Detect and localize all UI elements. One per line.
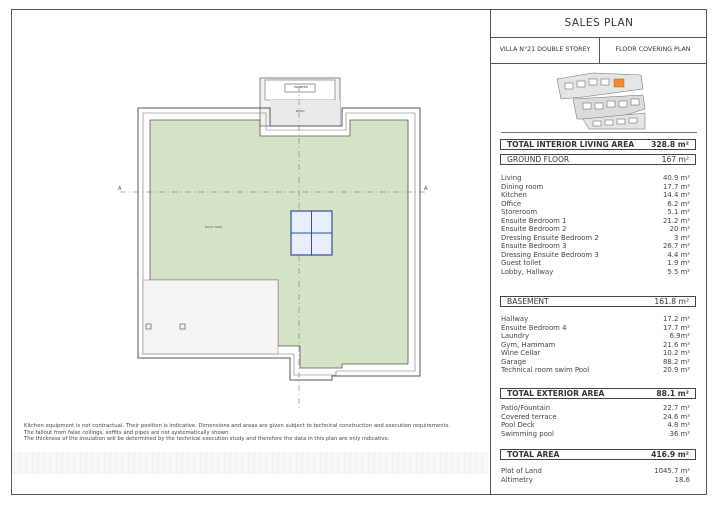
villa-label: VILLA N°21 DOUBLE STOREY: [491, 37, 600, 64]
exterior-room-list: [500, 404, 696, 438]
total-interior-value: 328.8 m²: [651, 140, 689, 149]
list-item: Plot of Land 1045.7 m²: [501, 467, 690, 475]
planter-label: PLANTER: [294, 85, 308, 89]
list-item: Storeroom 5.1 m²: [501, 208, 690, 217]
scan-artifact: [12, 452, 488, 474]
ground-floor-label: GROUND FLOOR: [507, 155, 570, 164]
basement-label: BASEMENT: [507, 297, 549, 306]
list-item: Ensuite Bedroom 2 20 m²: [501, 225, 690, 234]
note-line: The fallout from false ceilings, soffits and pipes are not systematically shown.: [24, 429, 231, 436]
list-item: Dressing Ensuite Bedroom 2 3 m²: [501, 233, 690, 242]
list-item: Patio/Fountain 22.7 m²: [501, 404, 690, 412]
list-item: Swimming pool 36 m²: [501, 429, 690, 438]
list-item: Ensuite Bedroom 3 26.7 m²: [501, 242, 690, 251]
list-item: Altimetry 18.6: [501, 475, 690, 484]
list-item: Kitchen 14.4 m²: [501, 191, 690, 200]
list-item: Lobby, Hallway 5.5 m²: [501, 268, 690, 277]
roof-label: ROOF AREA: [205, 225, 223, 229]
site-map: [553, 69, 647, 131]
list-item: Office 6.2 m²: [501, 199, 690, 208]
list-item: Ensuite Bedroom 1 21.2 m²: [501, 216, 690, 225]
list-item: Dining room 17.7 m²: [501, 182, 690, 191]
total-exterior-label: TOTAL EXTERIOR AREA: [507, 389, 605, 398]
list-item: Laundry 6.9m²: [501, 332, 690, 341]
villa-location-marker: [614, 79, 624, 87]
patio-label: PATIO: [296, 109, 305, 113]
note-line: The thickness of the insulation will be determined by the technical execution study and therefore the data in this plan are only indicative.: [24, 436, 390, 442]
sheet-title: SALES PLAN: [491, 9, 707, 38]
svg-text:A: A: [424, 186, 428, 192]
total-interior-box: [500, 139, 696, 150]
list-item: Covered terrace 24.6 m²: [501, 412, 690, 421]
ground-floor-value: 167 m²: [661, 155, 689, 164]
disclaimer-notes: [24, 423, 484, 443]
total-area-value: 416.9 m²: [651, 450, 689, 459]
list-item: Wine Cellar 10.2 m²: [501, 349, 690, 358]
list-item: Hallway 17.2 m²: [501, 315, 690, 323]
basement-box: [500, 296, 696, 307]
total-exterior-value: 88.1 m²: [656, 389, 689, 398]
list-item: Dressing Ensuite Bedroom 3 4.4 m²: [501, 250, 690, 259]
svg-text:A: A: [118, 186, 122, 192]
floor-plan: [110, 68, 450, 418]
ground-room-list: [500, 174, 696, 277]
note-line: Kitchen equipment is not contractual. Their position is indicative. Dimensions and areas are given subject to technical construction and execution requirements.: [24, 423, 451, 429]
list-item: Pool Deck 4.8 m²: [501, 421, 690, 430]
list-item: Gym, Hammam 21.6 m²: [501, 340, 690, 349]
total-area-box: [500, 449, 696, 460]
plan-type-label: FLOOR COVERING PLAN: [599, 37, 707, 64]
land-list: [500, 467, 696, 484]
list-item: Living 40.9 m²: [501, 174, 690, 182]
list-item: Guest toilet 1.9 m²: [501, 259, 690, 268]
list-item: Garage 88.2 m²: [501, 357, 690, 366]
ground-floor-box: [500, 154, 696, 165]
list-item: Technical room swim Pool 20.9 m²: [501, 366, 690, 375]
skylight: [291, 211, 332, 255]
total-exterior-box: [500, 388, 696, 399]
basement-value: 161.8 m²: [654, 297, 689, 306]
total-interior-label: TOTAL INTERIOR LIVING AREA: [507, 140, 635, 149]
list-item: Ensuite Bedroom 4 17.7 m²: [501, 323, 690, 332]
total-area-label: TOTAL AREA: [507, 450, 560, 459]
basement-room-list: [500, 315, 696, 375]
